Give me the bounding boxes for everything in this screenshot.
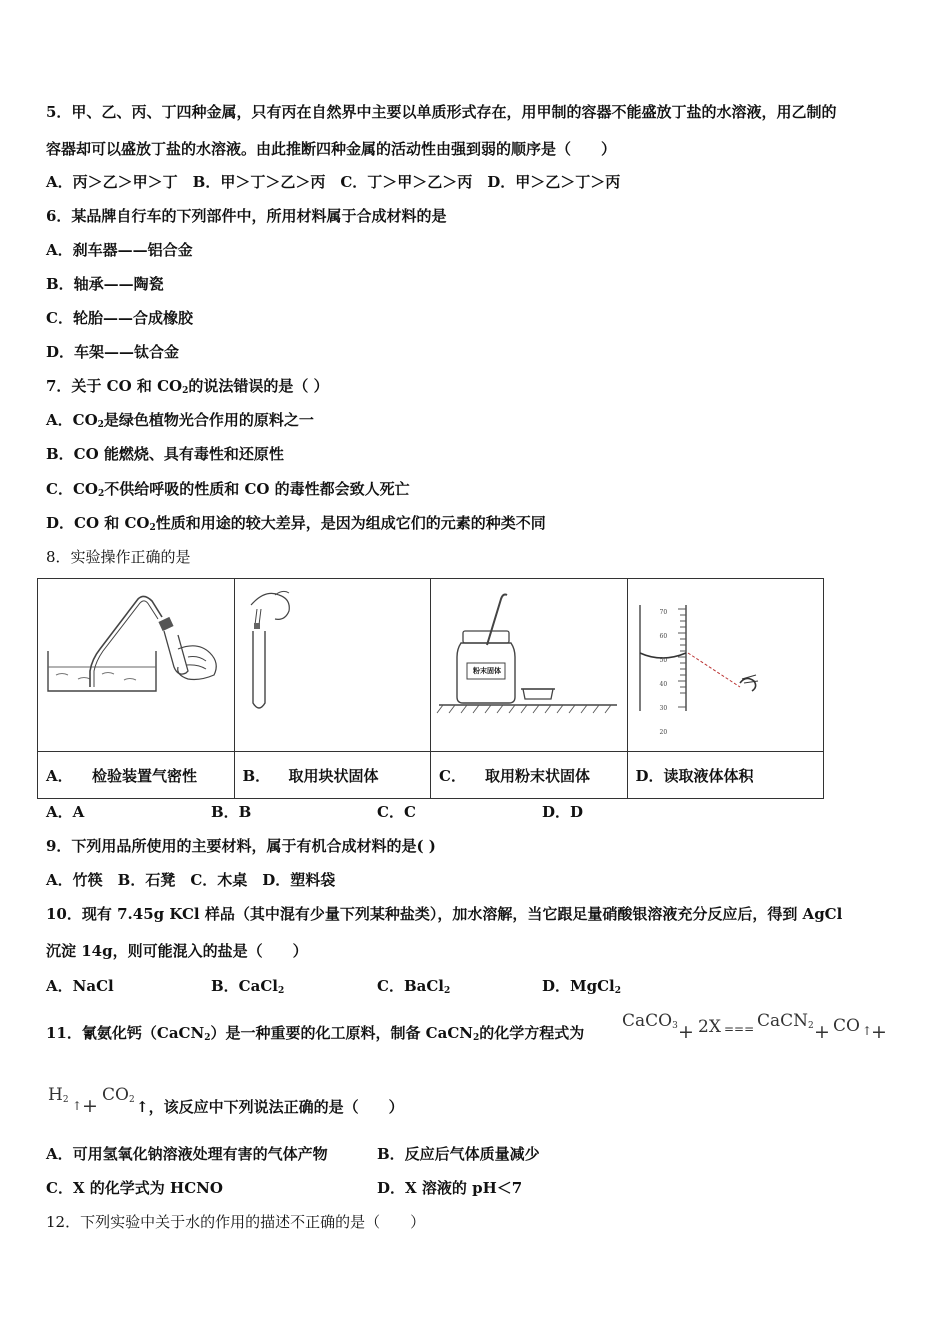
airtightness-test-illustration <box>38 579 234 751</box>
tick-label: 40 <box>659 681 668 688</box>
q10-option-c: C．BaCl$_2$ <box>377 977 451 996</box>
q8-operations-table <box>37 578 824 799</box>
caption-d: D．读取液体体积 <box>627 752 824 799</box>
q8-stem: 8．实验操作正确的是 <box>46 548 191 566</box>
q10-option-d: D．MgCl$_2$ <box>542 977 622 996</box>
q11-stem-line2: ↑，该反应中下列说法正确的是（ ） <box>136 1098 404 1116</box>
q7-option-b: B．CO 能燃烧、具有毒性和还原性 <box>46 445 284 463</box>
eq-h2: $H_2$ <box>48 1085 69 1105</box>
q10-option-b: B．CaCl$_2$ <box>211 977 285 996</box>
q10-stem-line2: 沉淀 14g，则可能混入的盐是（ ） <box>46 942 308 960</box>
q9-options: A．竹筷 B．石凳 C．木桌 D．塑料袋 <box>46 871 336 889</box>
q6-option-a: A．刹车器——铝合金 <box>46 241 193 259</box>
figure-a-airtightness <box>38 579 235 752</box>
eq-up-arrow: ↑ <box>862 1024 873 1038</box>
q6-option-d: D．车架——钛合金 <box>46 343 180 361</box>
block-solid-illustration <box>235 579 431 751</box>
caption-a: A． 检验装置气密性 <box>38 752 235 799</box>
tick-label: 50 <box>659 657 668 664</box>
q8-option-a: A．A <box>46 803 85 821</box>
q7-option-a: A．$CO_2$是绿色植物光合作用的原料之一 <box>46 411 314 430</box>
q11-option-a: A．可用氢氧化钠溶液处理有害的气体产物 <box>46 1145 328 1163</box>
cylinder-scale <box>660 601 668 745</box>
q6-option-b: B．轴承——陶瓷 <box>46 275 164 293</box>
q5-stem-line2: 容器却可以盛放丁盐的水溶液。由此推断四种金属的活动性由强到弱的顺序是（ ） <box>46 140 617 158</box>
q11-option-b: B．反应后气体质量减少 <box>377 1145 540 1163</box>
eq-co2: $CO_2$ <box>102 1085 135 1105</box>
tick-label: 60 <box>659 633 668 640</box>
caption-b: B． 取用块状固体 <box>234 752 431 799</box>
eq-plus: + <box>82 1095 98 1117</box>
eq-plus: + <box>871 1021 887 1043</box>
figure-d-read-volume <box>627 579 824 752</box>
eq-cacn2: CaCN$_2$ <box>757 1011 814 1031</box>
q11-stem: 11．氰氨化钙（CaCN$_2$）是一种重要的化工原料，制备 CaCN$_2$的化学方程式为 <box>46 1024 585 1043</box>
q5-stem-line1: 5．甲、乙、丙、丁四种金属，只有丙在自然界中主要以单质形式存在，用甲制的容器不能盛放丁盐的水溶液，用乙制的 <box>46 103 837 121</box>
q5-options: A．丙＞乙＞甲＞丁 B．甲＞丁＞乙＞丙 C．丁＞甲＞乙＞丙 D．甲＞乙＞丁＞丙 <box>46 173 621 191</box>
eq-caco3: CaCO$_3$ <box>622 1011 678 1031</box>
q7-option-c: C．$CO_2$不供给呼吸的性质和 CO 的毒性都会致人死亡 <box>46 480 410 499</box>
q6-option-c: C．轮胎——合成橡胶 <box>46 309 193 327</box>
tick-label: 30 <box>659 705 668 712</box>
q7-option-d: D．CO 和 $CO_2$性质和用途的较大差异，是因为组成它们的元素的种类不同 <box>46 514 546 533</box>
q8-option-c: C．C <box>377 803 416 821</box>
q12-stem: 12．下列实验中关于水的作用的描述不正确的是（ ） <box>46 1213 426 1231</box>
figure-c-powder-solid <box>431 579 628 752</box>
eq-plus: + <box>678 1021 694 1043</box>
powder-solid-illustration <box>431 579 627 751</box>
read-volume-illustration <box>628 579 824 751</box>
q7-stem: 7．关于 CO 和 $CO_2$的说法错误的是（ ） <box>46 377 329 396</box>
bottle-label: 粉末固体 <box>473 666 501 675</box>
q10-option-a: A．NaCl <box>46 977 114 995</box>
q8-option-b: B．B <box>211 803 252 821</box>
tick-label: 70 <box>659 609 668 616</box>
figure-b-block-solid <box>234 579 431 752</box>
eq-co: CO <box>833 1016 860 1036</box>
eq-arrow: === <box>724 1022 755 1036</box>
q9-stem: 9．下列用品所使用的主要材料，属于有机合成材料的是( ) <box>46 837 436 855</box>
eq-up-arrow: ↑ <box>72 1099 83 1113</box>
q6-stem: 6．某品牌自行车的下列部件中，所用材料属于合成材料的是 <box>46 207 447 225</box>
eq-plus: + <box>814 1021 830 1043</box>
tick-label: 20 <box>659 729 668 736</box>
q11-option-d: D．X 溶液的 pH＜7 <box>377 1179 523 1197</box>
q10-stem-line1: 10．现有 7.45g KCl 样品（其中混有少量下列某种盐类），加水溶解，当它跟足量硝酸银溶液充分反应后，得到 AgCl <box>46 905 843 923</box>
q11-option-c: C．X 的化学式为 HCNO <box>46 1179 223 1197</box>
eq-2x: 2X <box>698 1017 721 1037</box>
q8-option-d: D．D <box>542 803 584 821</box>
caption-c: C． 取用粉末状固体 <box>431 752 628 799</box>
